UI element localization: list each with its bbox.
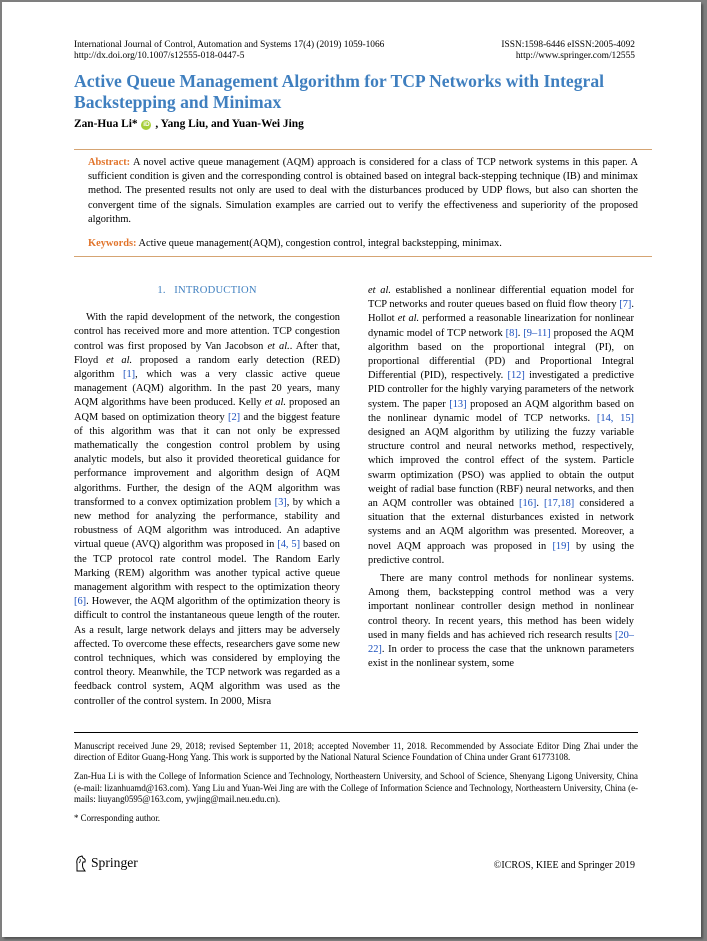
citation-link[interactable]: [17,18]	[543, 498, 575, 510]
journal-url[interactable]: http://www.springer.com/12555	[515, 51, 635, 61]
text-span: . After that, Floyd	[74, 340, 340, 366]
keywords-text: Active queue management(AQM), congestion control, integral backstepping, minimax.	[136, 238, 502, 250]
text-span: proposed an AQM based on optimization theory	[74, 397, 340, 423]
footnote-affiliations: Zan-Hua Li is with the College of Information Science and Technology, Northeastern University, and School of Science, Shenyang Ligong University, China (e-mail: lizanhuamd@163.com). Yang Liu and Yuan-Wei Jing are with the College of Information Science and Technology, Northeastern University, China (e-mails: liuyang0595@163.com, ywjing@mail.neu.edu.cn).	[74, 771, 638, 804]
keywords	[88, 237, 638, 250]
orcid-icon[interactable]: iD	[143, 121, 150, 128]
left-column	[74, 284, 340, 709]
text-span: investigated a predictive PID controller for the highly varying parameters of the network system. The paper	[368, 370, 635, 410]
springer-logo	[74, 854, 138, 872]
abstract-label: Abstract:	[88, 157, 131, 168]
citation-link[interactable]: [7]	[619, 299, 632, 311]
author-list	[74, 118, 304, 130]
citation-link[interactable]: [14, 15]	[596, 412, 634, 424]
citation-link[interactable]: [20–22]	[368, 629, 634, 656]
springer-wordmark: Springer	[91, 855, 138, 870]
issn-block	[501, 40, 635, 62]
springer-horse-icon	[74, 855, 88, 872]
italic-text: et al.	[106, 354, 133, 366]
text-span: . Hollot	[368, 299, 634, 325]
text-span: proposed the AQM algorithm based on the proportional integral (PI), on proportional differential (PD) and Proportional Integral Differential (PID), respectively.	[368, 327, 634, 382]
copyright-notice: ©ICROS, KIEE and Springer 2019	[493, 860, 635, 871]
footnote-corresponding: * Corresponding author.	[74, 813, 161, 824]
citation-link[interactable]: [1]	[123, 369, 136, 381]
keywords-label: Keywords:	[88, 238, 137, 250]
abstract-text: A novel active queue management (AQM) approach is considered for a class of TCP network systems in this paper. A sufficient condition is given and the corresponding control is obtained based on integral back-stepping technique (IB) and minimax method. The presented results not only are used to deal with the disturbances produced by UDP flows, but also can shorten the convergent time of the signals. Simulation examples are carried out to verify the effectiveness and superiority of the proposed algorithm.	[88, 157, 638, 225]
left-paragraph-1	[74, 311, 340, 709]
citation-link[interactable]: [12]	[507, 370, 525, 382]
right-paragraph-2	[368, 572, 634, 671]
abstract-block	[74, 149, 652, 257]
text-span: . In order to process the case that the unknown parameters exist in the nonlinear system, some	[368, 644, 634, 670]
text-span: designed an AQM algorithm by utilizing the fuzzy variable structure control and neural networks method, respectively, which improved the control effect of the system. Particle swarm optimization (PSO) was applied to obtain the output weight of radial base function (RBF) neural networks, and then an AQM controller was obtained	[368, 427, 634, 510]
footnote-manuscript: Manuscript received June 29, 2018; revised September 11, 2018; accepted November 11, 2018. Recommended by Associate Editor Ding Zhai under the direction of Editor Guang-Hong Yang. This work is supported by the National Natural Science Foundation of China under Grant 61773108.	[74, 741, 638, 763]
doi-link[interactable]: http://dx.doi.org/10.1007/s12555-018-0447-5	[74, 51, 245, 61]
journal-reference	[74, 40, 384, 62]
right-paragraph-1	[368, 284, 634, 568]
text-span: proposed a random early detection (RED) algorithm	[74, 354, 340, 381]
section-number: 1.	[157, 285, 166, 296]
text-span: based on the TCP protocol rate control model. The Random Early Marking (REM) algorithm was another typical active queue management algorithm with respect to the optimization theory	[74, 539, 340, 594]
right-column	[368, 284, 634, 671]
citation-link[interactable]: [9–11]	[523, 327, 551, 339]
abstract	[88, 156, 638, 227]
text-span: . However, the AQM algorithm of the optimization theory is difficult to control the instantaneous queue length of the router. As a result, large network delays and jitters may be adversely affected. To overcome these effects, researchers gave some new control techniques, which was considered by employing the control theory. Meanwhile, the TCP network was regarded as a feedback control system, AQM algorithm was used as the controller of the control system. In 2000, Misra	[74, 596, 340, 707]
text-span: proposed an AQM algorithm based on the nonlinear dynamic model of TCP networks.	[368, 398, 635, 424]
text-span: .	[517, 327, 524, 339]
text-span: and the biggest feature of this algorithm was that it can not only be expressed mathematically the congestion control problem by using analytic models, but also it provided theoretical guidance for performance improvement and algorithm design of AQM algorithms. Further, the design of the AQM algorithm was transformed to a convex optimization problem	[74, 411, 340, 508]
text-span: .	[536, 498, 544, 510]
citation-link[interactable]: [19]	[552, 540, 570, 552]
footnotes	[74, 732, 638, 824]
italic-text: et al.	[267, 340, 290, 352]
paper-title: Active Queue Management Algorithm for TCP Networks with Integral Backstepping and Minimax	[74, 71, 605, 112]
section-title: INTRODUCTION	[174, 285, 257, 296]
paper-page	[2, 2, 701, 937]
text-span: There are many control methods for nonlinear systems. Among them, backstepping control method was a very important nonlinear controller design method in nonlinear control theory. In recent years, this method has been widely used in many fields and has achieved rich research results	[368, 573, 634, 641]
citation-link[interactable]: [6]	[74, 596, 87, 608]
text-span: established a nonlinear differential equation model for TCP networks and router queues based on fluid flow theory	[368, 285, 634, 311]
author-others: , Yang Liu, and Yuan-Wei Jing	[155, 118, 304, 130]
citation-link[interactable]: [2]	[228, 411, 241, 423]
citation-link[interactable]: [3]	[274, 496, 287, 508]
journal-citation: International Journal of Control, Automation and Systems 17(4) (2019) 1059-1066	[74, 40, 385, 50]
text-span: With the rapid development of the network, the congestion control has received more and more attention. TCP congestion control was first proposed by Van Jacobson	[74, 312, 340, 352]
citation-link[interactable]: [13]	[449, 398, 467, 410]
citation-link[interactable]: [4, 5]	[277, 539, 301, 551]
italic-text: et al.	[397, 313, 420, 325]
text-span: by using the predictive control.	[368, 540, 634, 566]
italic-text: et al.	[264, 397, 286, 409]
citation-link[interactable]: [16]	[519, 498, 537, 510]
text-span: performed a reasonable linearization for nonlinear dynamic model of TCP network	[368, 313, 634, 339]
text-span: , which was a very classic active queue management (AQM) algorithm. In the past 20 years, many AQM algorithms have been produced. Kelly	[74, 369, 340, 409]
section-heading	[74, 284, 340, 298]
text-span: , by which a new method for analyzing the performance, stability and robustness of AQM algorithm was introduced. An adaptive virtual queue (AVQ) algorithm was proposed in	[74, 496, 340, 551]
author-first: Zan-Hua Li*	[74, 118, 138, 130]
citation-link[interactable]: [8]	[505, 327, 518, 339]
italic-text: et al.	[368, 285, 391, 296]
text-span: considered a situation that the external disturbances existed in network systems and an AQM algorithm was presented. Moreover, a novel AQM approach was proposed in	[368, 498, 634, 552]
issn-numbers: ISSN:1598-6446 eISSN:2005-4092	[501, 40, 635, 50]
